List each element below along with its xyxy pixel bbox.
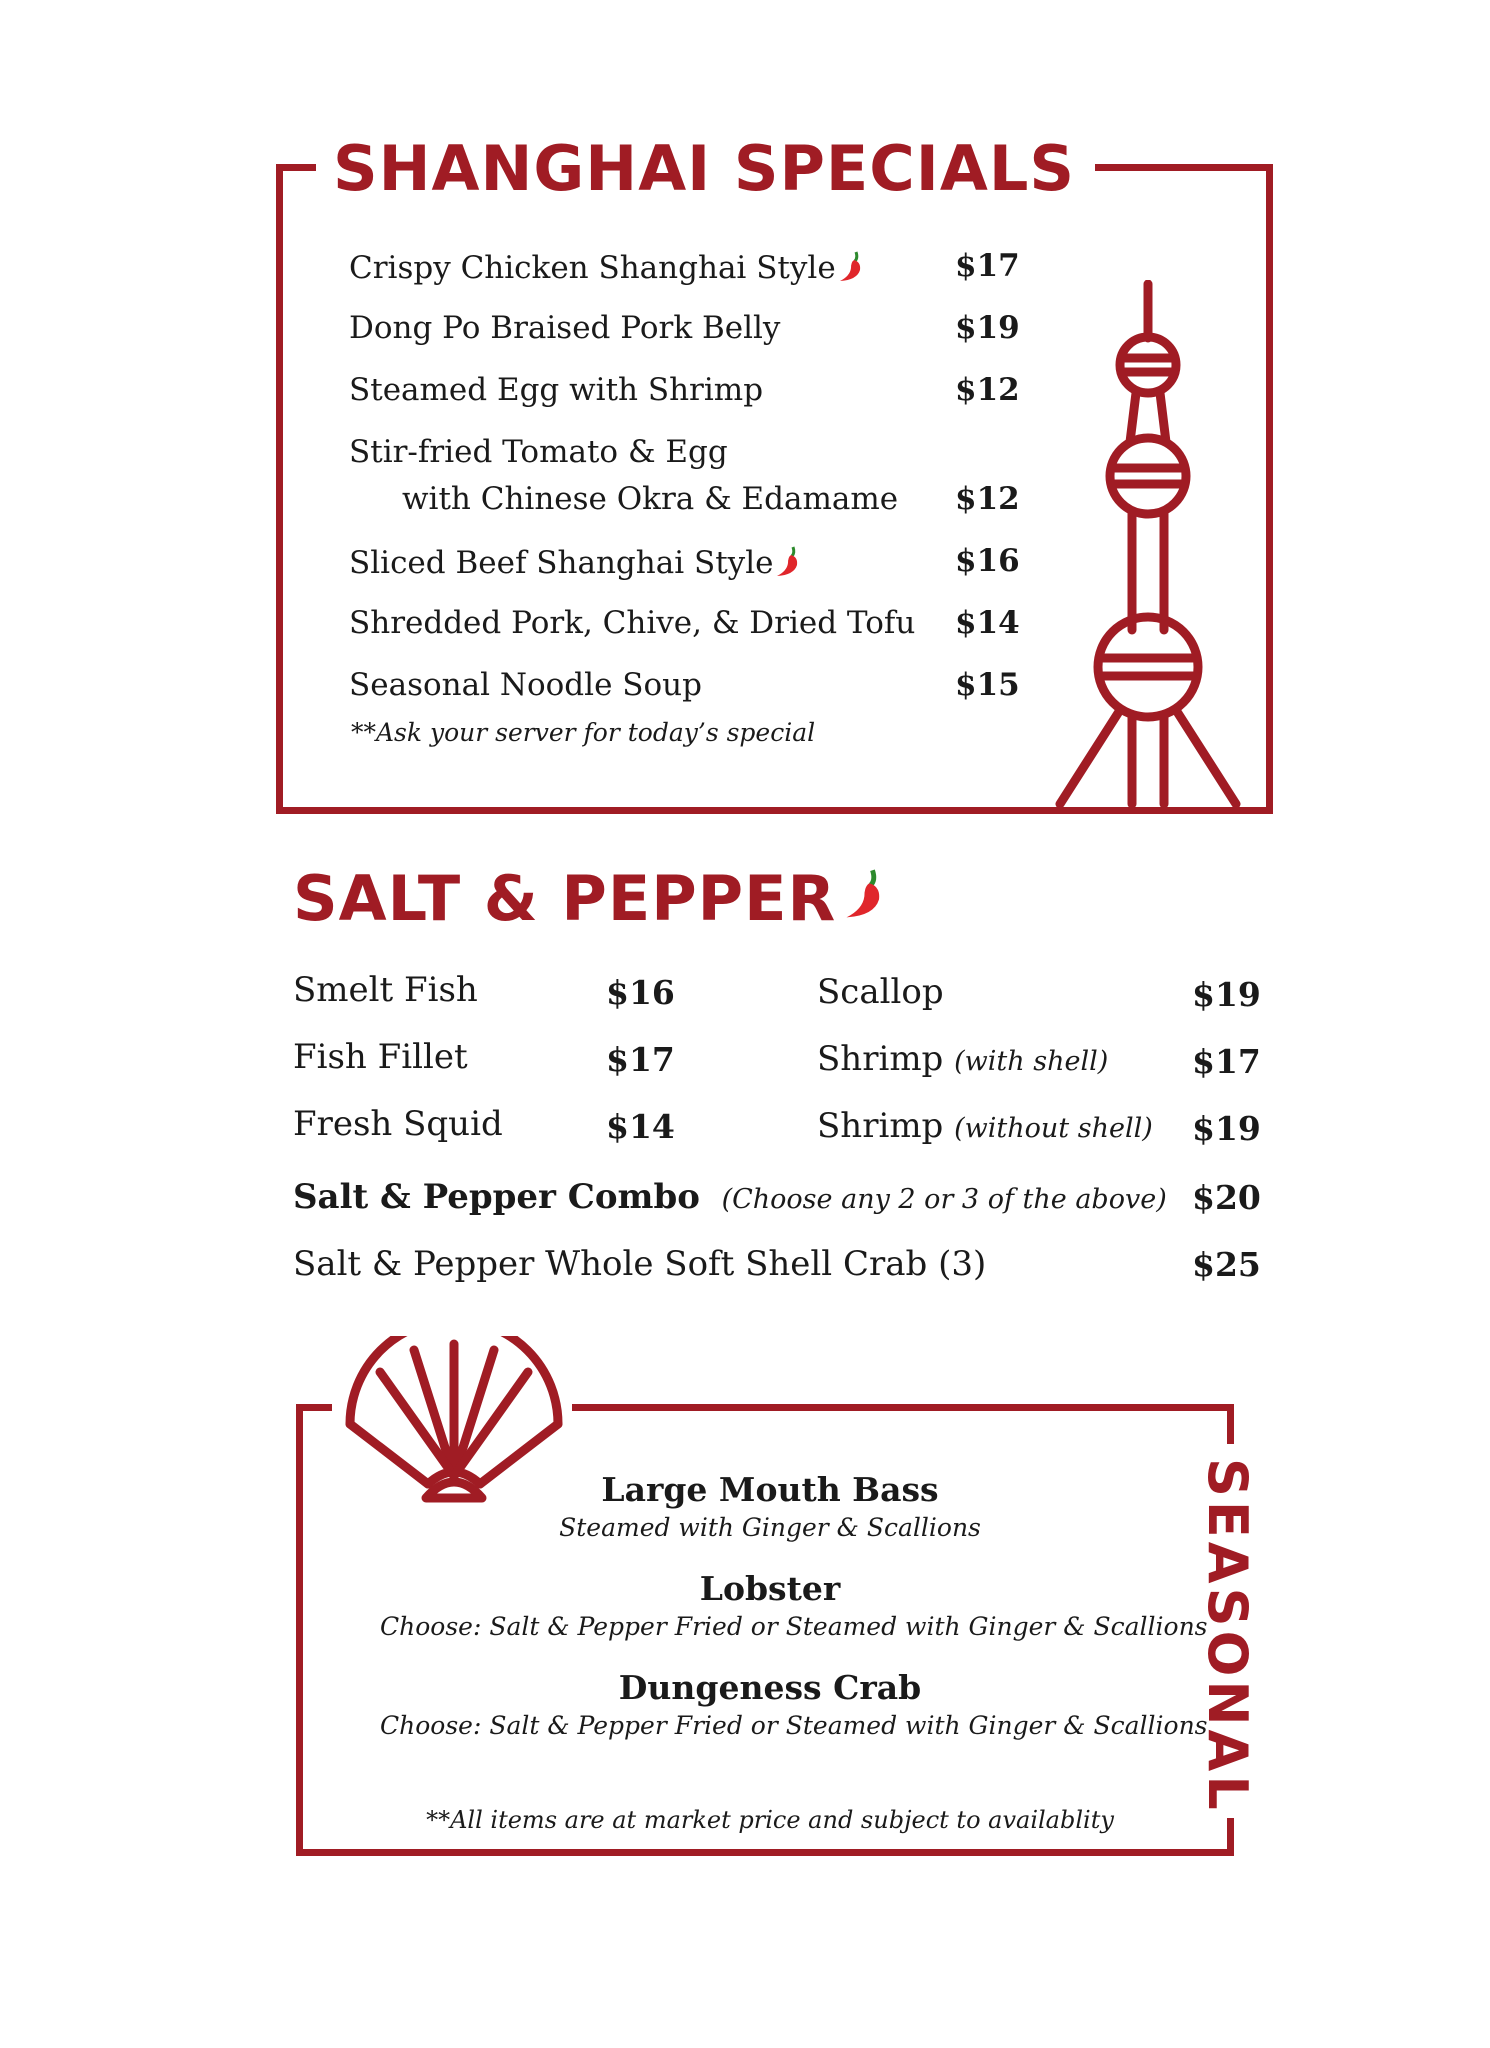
sp-item-price: $17 [1192, 1042, 1261, 1081]
menu-item-name: Seasonal Noodle Soup [349, 667, 702, 703]
shanghai-frame-right [1266, 164, 1273, 814]
seasonal-dish-name: Dungeness Crab [618, 1668, 922, 1707]
sp-item-name: Smelt Fish [293, 970, 478, 1010]
seasonal-note: **All items are at market price and subject to availablity [426, 1806, 1114, 1834]
menu-item-price: $15 [955, 667, 1020, 703]
combo-price: $20 [1192, 1178, 1261, 1217]
menu-item-price: $12 [955, 481, 1020, 517]
menu-item-price: $19 [955, 310, 1020, 346]
seasonal-frame-left [296, 1404, 303, 1856]
crab-price: $25 [1192, 1245, 1261, 1284]
sp-item-price: $19 [1192, 975, 1261, 1014]
chili-pepper-icon [773, 543, 805, 587]
crab-item: Salt & Pepper Whole Soft Shell Crab (3) [293, 1244, 987, 1284]
tower-icon [1050, 280, 1250, 810]
menu-item-price: $14 [955, 605, 1020, 641]
sp-item-price: $16 [606, 973, 675, 1012]
shanghai-frame-top-right [1095, 164, 1273, 171]
seasonal-dish-desc: Choose: Salt & Pepper Fried or Steamed with Ginger & Scallions [380, 1612, 1208, 1641]
menu-item-name-continued: with Chinese Okra & Edamame [402, 481, 899, 517]
menu-item-price: $16 [955, 543, 1020, 579]
sp-item-name: Fish Fillet [293, 1037, 468, 1077]
seasonal-frame-bottom [296, 1849, 1234, 1856]
menu-item-name: Crispy Chicken Shanghai Style [349, 248, 868, 292]
sp-item-name: Shrimp (without shell) [817, 1106, 1153, 1146]
salt-pepper-title: SALT & PEPPER [293, 862, 892, 938]
menu-item-name: Steamed Egg with Shrimp [349, 372, 764, 408]
sp-item-name: Fresh Squid [293, 1104, 503, 1144]
menu-item-name: Stir-fried Tomato & Egg [349, 434, 728, 470]
seasonal-frame-top-right [572, 1404, 1234, 1411]
seasonal-dish-name: Lobster [699, 1569, 841, 1608]
sp-item-price: $19 [1192, 1109, 1261, 1148]
chili-pepper-icon [840, 862, 892, 938]
shanghai-specials-title: SHANGHAI SPECIALS [333, 132, 1075, 205]
menu-item-price: $17 [955, 248, 1020, 284]
sp-item-price: $14 [606, 1107, 675, 1146]
seasonal-dish-desc: Steamed with Ginger & Scallions [559, 1513, 981, 1542]
shanghai-frame-left [276, 164, 283, 814]
combo-item: Salt & Pepper Combo (Choose any 2 or 3 of the above) [293, 1177, 1167, 1217]
chili-pepper-icon [836, 248, 868, 292]
sp-item-name: Scallop [817, 972, 944, 1012]
seasonal-title-vertical: SEASONAL [1196, 1458, 1259, 1814]
menu-item-name: Dong Po Braised Pork Belly [349, 310, 781, 346]
menu-item-name: Shredded Pork, Chive, & Dried Tofu [349, 605, 916, 641]
sp-item-name: Shrimp (with shell) [817, 1039, 1109, 1079]
seasonal-frame-right-top [1227, 1404, 1234, 1444]
menu-item-price: $12 [955, 372, 1020, 408]
seasonal-dish-desc: Choose: Salt & Pepper Fried or Steamed with Ginger & Scallions [380, 1711, 1208, 1740]
special-note: **Ask your server for today’s special [351, 718, 816, 747]
seasonal-dish-name: Large Mouth Bass [601, 1470, 939, 1509]
sp-item-price: $17 [606, 1040, 675, 1079]
menu-item-name: Sliced Beef Shanghai Style [349, 543, 805, 587]
